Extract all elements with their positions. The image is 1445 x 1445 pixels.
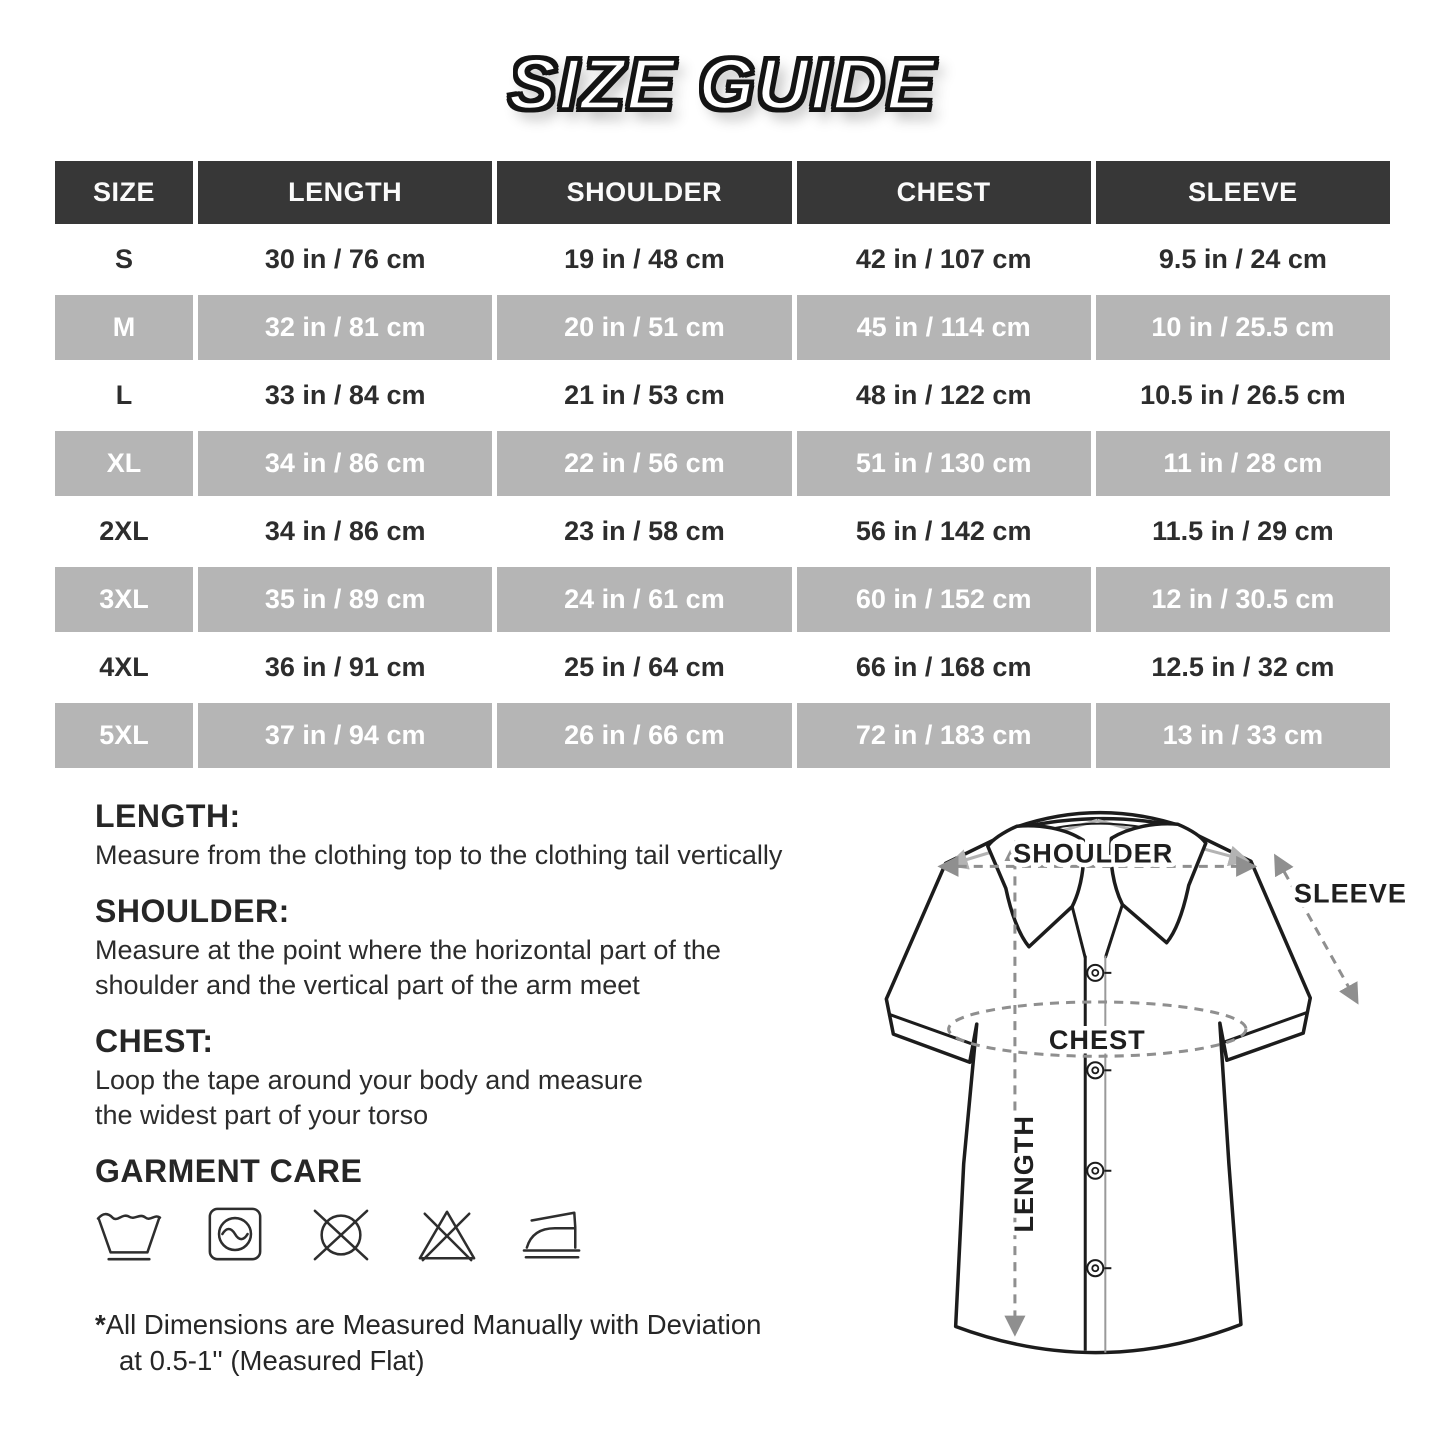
length-cell: 32 in / 81 cm xyxy=(198,295,492,360)
length-cell: 33 in / 84 cm xyxy=(198,363,492,428)
page-title: SIZE GUIDE xyxy=(508,45,937,125)
shoulder-cell: 23 in / 58 cm xyxy=(497,499,791,564)
shirt-diagram xyxy=(842,782,1445,1445)
shoulder-cell: 21 in / 53 cm xyxy=(497,363,791,428)
size-cell: XL xyxy=(55,431,193,496)
table-row xyxy=(55,499,1390,564)
chest-cell: 72 in / 183 cm xyxy=(797,703,1091,768)
iron-icon xyxy=(519,1205,587,1265)
shoulder-cell: 19 in / 48 cm xyxy=(497,227,791,292)
table-row xyxy=(55,363,1390,428)
chest-cell: 42 in / 107 cm xyxy=(797,227,1091,292)
length-cell: 34 in / 86 cm xyxy=(198,431,492,496)
sleeve-cell: 13 in / 33 cm xyxy=(1096,703,1390,768)
length-cell: 34 in / 86 cm xyxy=(198,499,492,564)
definition-line: the widest part of your torso xyxy=(95,1100,429,1130)
chest-measure-label: CHEST xyxy=(1048,1024,1146,1056)
size-table-body xyxy=(55,227,1390,768)
chest-term: CHEST: xyxy=(95,1023,214,1059)
size-table-header xyxy=(55,161,1390,224)
note-line-1 xyxy=(95,1307,925,1343)
shoulder-measure-label: SHOULDER xyxy=(1013,837,1174,869)
shoulder-cell: 20 in / 51 cm xyxy=(497,295,791,360)
measurement-note xyxy=(95,1307,925,1379)
sleeve-cell: 11 in / 28 cm xyxy=(1096,431,1390,496)
table-row xyxy=(55,431,1390,496)
length-cell: 36 in / 91 cm xyxy=(198,635,492,700)
size-cell: M xyxy=(55,295,193,360)
chest-cell: 60 in / 152 cm xyxy=(797,567,1091,632)
length-cell: 30 in / 76 cm xyxy=(198,227,492,292)
definition-line: Measure at the point where the horizontal part of the xyxy=(95,935,721,965)
table-row xyxy=(55,567,1390,632)
length-measure-label: LENGTH xyxy=(1008,1115,1039,1233)
garment-care-heading: GARMENT CARE xyxy=(95,1153,363,1189)
size-cell: 3XL xyxy=(55,567,193,632)
hand-wash-icon xyxy=(95,1205,163,1265)
asterisk: * xyxy=(95,1309,106,1340)
note-text: All Dimensions are Measured Manually with Deviation xyxy=(105,1309,762,1340)
chest-cell: 66 in / 168 cm xyxy=(797,635,1091,700)
shoulder-term: SHOULDER: xyxy=(95,893,290,929)
sleeve-cell: 10 in / 25.5 cm xyxy=(1096,295,1390,360)
length-definition xyxy=(95,838,925,873)
size-cell: S xyxy=(55,227,193,292)
length-cell: 35 in / 89 cm xyxy=(198,567,492,632)
sleeve-cell: 12 in / 30.5 cm xyxy=(1096,567,1390,632)
do-not-dry-clean-icon xyxy=(307,1205,375,1265)
size-table xyxy=(50,158,1395,771)
tumble-dry-icon xyxy=(201,1205,269,1265)
sleeve-cell: 11.5 in / 29 cm xyxy=(1096,499,1390,564)
table-row xyxy=(55,635,1390,700)
shoulder-cell: 22 in / 56 cm xyxy=(497,431,791,496)
chest-cell: 56 in / 142 cm xyxy=(797,499,1091,564)
garment-care-icons xyxy=(95,1205,925,1265)
measuring-info xyxy=(95,798,925,1379)
column-header-length: LENGTH xyxy=(198,161,492,224)
size-cell: 4XL xyxy=(55,635,193,700)
table-row xyxy=(55,227,1390,292)
column-header-chest: CHEST xyxy=(797,161,1091,224)
definition-line: Measure from the clothing top to the clothing tail vertically xyxy=(95,840,783,870)
column-header-sleeve: SLEEVE xyxy=(1096,161,1390,224)
table-row xyxy=(55,295,1390,360)
column-header-size: SIZE xyxy=(55,161,193,224)
size-cell: 2XL xyxy=(55,499,193,564)
sleeve-cell: 9.5 in / 24 cm xyxy=(1096,227,1390,292)
length-term: LENGTH: xyxy=(95,798,241,834)
sleeve-cell: 10.5 in / 26.5 cm xyxy=(1096,363,1390,428)
size-cell: L xyxy=(55,363,193,428)
table-row xyxy=(55,703,1390,768)
chest-cell: 45 in / 114 cm xyxy=(797,295,1091,360)
size-cell: 5XL xyxy=(55,703,193,768)
chest-cell: 48 in / 122 cm xyxy=(797,363,1091,428)
sleeve-cell: 12.5 in / 32 cm xyxy=(1096,635,1390,700)
shoulder-definition xyxy=(95,933,925,1003)
chest-definition xyxy=(95,1063,925,1133)
length-cell: 37 in / 94 cm xyxy=(198,703,492,768)
definition-line: Loop the tape around your body and measure xyxy=(95,1065,643,1095)
sleeve-measure-label: SLEEVE xyxy=(1293,877,1407,909)
shoulder-cell: 25 in / 64 cm xyxy=(497,635,791,700)
column-header-shoulder: SHOULDER xyxy=(497,161,791,224)
header-row xyxy=(55,161,1390,224)
note-line-2: at 0.5-1'' (Measured Flat) xyxy=(119,1345,425,1376)
do-not-bleach-icon xyxy=(413,1205,481,1265)
definition-line: shoulder and the vertical part of the arm meet xyxy=(95,970,640,1000)
shoulder-cell: 26 in / 66 cm xyxy=(497,703,791,768)
shoulder-cell: 24 in / 61 cm xyxy=(497,567,791,632)
chest-cell: 51 in / 130 cm xyxy=(797,431,1091,496)
